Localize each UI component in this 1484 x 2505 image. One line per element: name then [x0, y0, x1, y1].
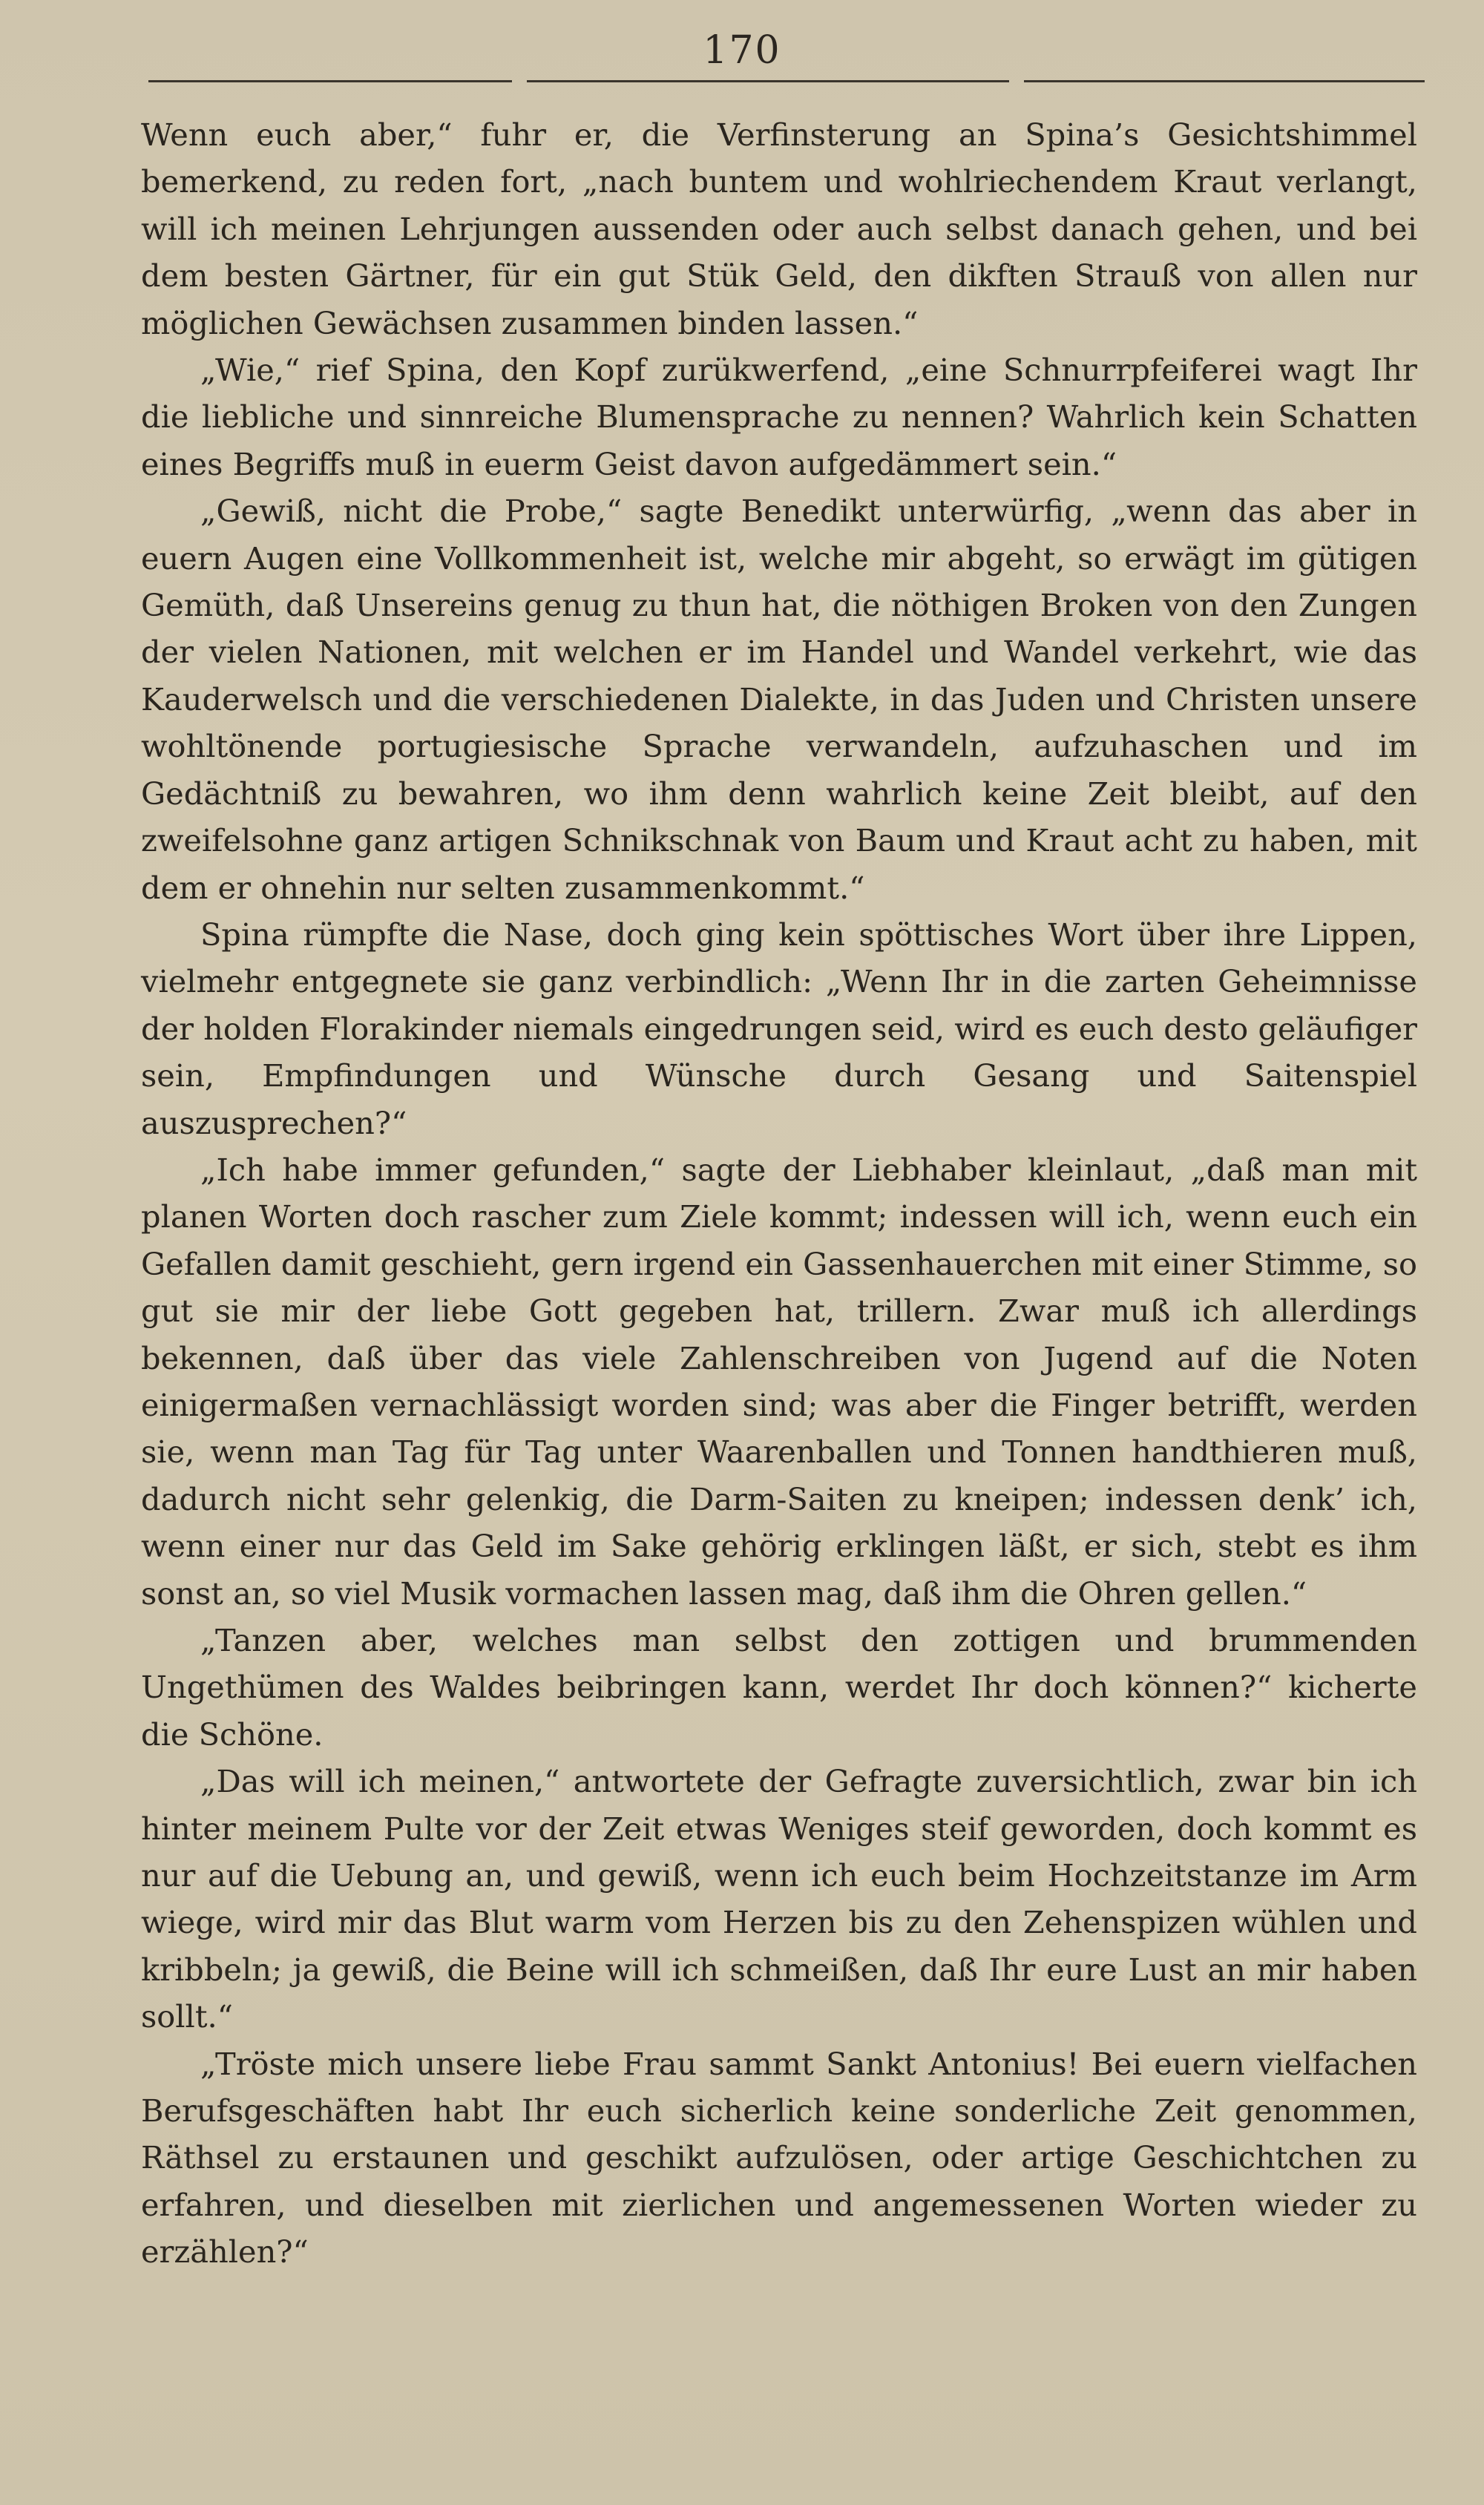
header-rule-left — [148, 80, 512, 82]
paragraph: Wenn euch aber,“ fuhr er, die Verfinsterung an Spina’s Gesichtshimmel bemerkend, zu reden fort, „nach buntem und wohlriechendem Kraut verlangt, will ich meinen Lehrjungen aussenden oder auch selbst danach gehen, und bei dem besten Gärtner, für ein gut Stük Geld, den dikften Strauß von allen nur möglichen Gewächsen zusammen binden lassen.“ — [141, 116, 1417, 341]
paragraph: „Tröste mich unsere liebe Frau sammt Sankt Antonius! Bei euern vielfachen Berufsgeschäften habt Ihr euch sicherlich keine sonderliche Zeit genommen, Räthsel zu erstaunen und geschikt aufzulösen, oder artige Geschichtchen zu erfahren, und dieselben mit zierlichen und angemessenen Worten wieder zu erzählen?“ — [141, 2045, 1417, 2271]
paragraph: „Tanzen aber, welches man selbst den zottigen und brummenden Ungethümen des Waldes beibringen kann, werdet Ihr doch können?“ kicherte die Schöne. — [141, 1622, 1417, 1753]
paragraph: „Das will ich meinen,“ antwortete der Gefragte zuversichtlich, zwar bin ich hinter meinem Pulte vor der Zeit etwas Weniges steif geworden, doch kommt es nur auf die Uebung an, und gewiß, wenn ich euch beim Hochzeitstanze im Arm wiege, wird mir das Blut warm vom Herzen bis zu den Zehenspizen wühlen und kribbeln; ja gewiß, die Beine will ich schmeißen, daß Ihr eure Lust an mir haben sollt.“ — [141, 1763, 1417, 2035]
paragraph: Spina rümpfte die Nase, doch ging kein spöttisches Wort über ihre Lippen, vielmehr entgegnete sie ganz verbindlich: „Wenn Ihr in die zarten Geheimnisse der holden Florakinder niemals eingedrungen seid, wird es euch desto geläufiger sein, Empfindungen und Wünsche durch Gesang und Saitenspiel auszusprechen?“ — [141, 916, 1417, 1141]
paragraph: „Wie,“ rief Spina, den Kopf zurükwerfend, „eine Schnurrpfeiferei wagt Ihr die liebliche und sinnreiche Blumensprache zu nennen? Wahrlich kein Schatten eines Begriffs muß in euerm Geist davon aufgedämmert sein.“ — [141, 352, 1417, 482]
paragraph: „Gewiß, nicht die Probe,“ sagte Benedikt unterwürfig, „wenn das aber in euern Augen eine Vollkommenheit ist, welche mir abgeht, so erwägt im gütigen Gemüth, daß Unsereins genug zu thun hat, die nöthigen Broken von den Zungen der vielen Nationen, mit welchen er im Handel und Wandel verkehrt, wie das Kauderwelsch und die verschiedenen Dialekte, in das Juden und Christen unsere wohltönende portugiesische Sprache verwandeln, aufzuhaschen und im Gedächtniß zu bewahren, wo ihm denn wahrlich keine Zeit bleibt, auf den zweifelsohne ganz artigen Schnikschnak von Baum und Kraut acht zu haben, mit dem er ohnehin nur selten zusammenkommt.“ — [141, 493, 1417, 906]
paragraph: „Ich habe immer gefunden,“ sagte der Liebhaber kleinlaut, „daß man mit planen Worten doch rascher zum Ziele kommt; indessen will ich, wenn euch ein Gefallen damit geschieht, gern irgend ein Gassenhauerchen mit einer Stimme, so gut sie mir der liebe Gott gegeben hat, trillern. Zwar muß ich allerdings bekennen, daß über das viele Zahlenschreiben von Jugend auf die Noten einigermaßen vernachlässigt worden sind; was aber die Finger betrifft, werden sie, wenn man Tag für Tag unter Waarenballen und Tonnen handthieren muß, dadurch nicht sehr gelenkig, die Darm-Saiten zu kneipen; indessen denk’ ich, wenn einer nur das Geld im Sake gehörig erklingen läßt, er sich, stebt es ihm sonst an, so viel Musik vormachen lassen mag, daß ihm die Ohren gellen.“ — [141, 1151, 1417, 1612]
page-number: 170 — [703, 28, 781, 73]
header-rule-right — [1024, 80, 1425, 82]
body-text — [141, 111, 1417, 2276]
header-rule-middle — [527, 80, 1009, 82]
